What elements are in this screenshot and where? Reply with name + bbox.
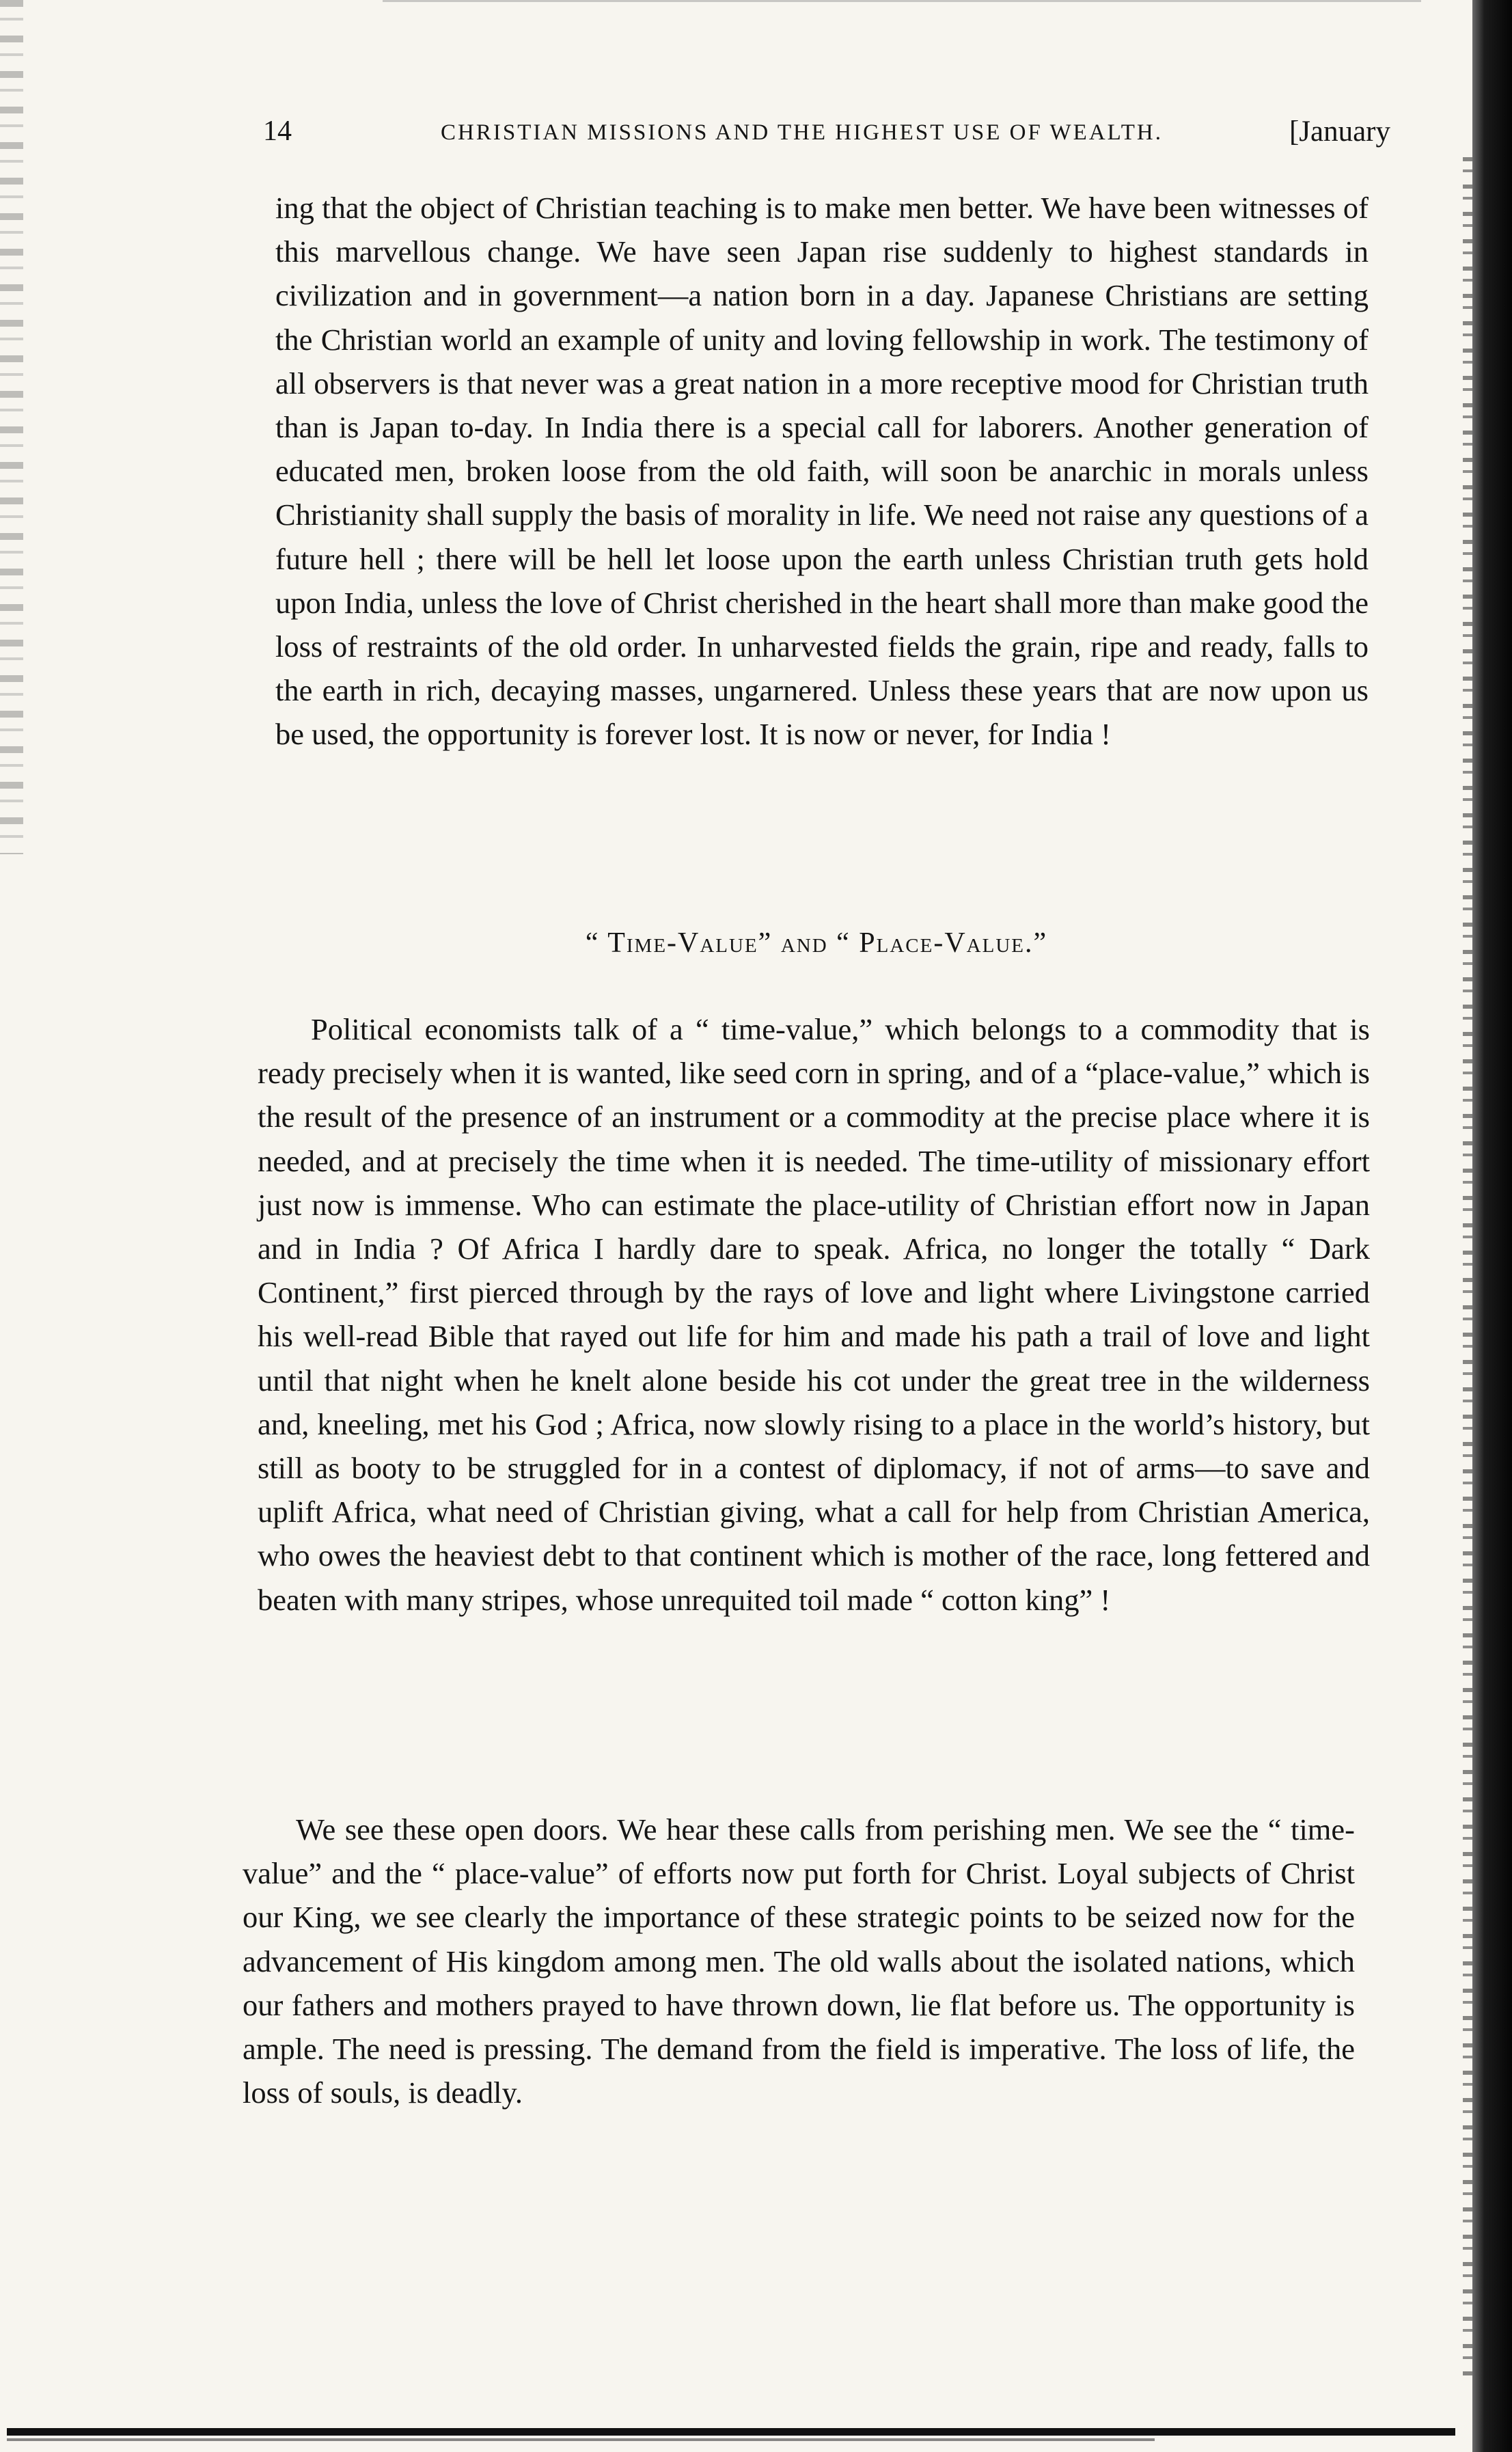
book-page	[243, 115, 1390, 2110]
paragraph-continuation: ing that the object of Christian teaching is to make men better. We have been witnesses of this marvellous change. We have seen Japan rise suddenly to highest standards in civilization and in government—a nation born in a day. Japanese Christians are setting the Christian world an example of unity and loving fellowship in work. The testimony of all observers is that never was a great nation in a more receptive mood for Christian truth than is Japan to-day. In India there is a special call for laborers. Another generation of educated men, broken loose from the old faith, will soon be anarchic in morals unless Christianity shall supply the basis of morality in life. We need not raise any questions of a future hell ; there will be hell let loose upon the earth unless Christian truth gets hold upon India, unless the love of Christ cherished in the heart shall more than make good the loss of restraints of the old order. In unharvested fields the grain, ripe and ready, falls to the earth in rich, decaying masses, ungarnered. Unless these years that are now upon us be used, the opportunity is forever lost. It is now or never, for India !	[275, 191, 1369, 752]
section-heading: “ Time-Value” and “ Place-Value.”	[585, 927, 1048, 959]
paragraph-time-value: Political economists talk of a “ time-value,” which belongs to a commodity that is ready precisely when it is wanted, like seed corn in spring, and of a “place-value,” which is the result of the presence of an instrument or a commodity at the precise place where it is needed, and at precisely the time when it is needed. The time-utility of missionary effort just now is immense. Who can estimate the place-utility of Christian effort now in Japan and in India ? Of Africa I hardly dare to speak. Africa, no longer the totally “ Dark Continent,” first pierced through by the rays of love and light where Livingstone carried his well-read Bible that rayed out life for him and made his path a trail of love and light until that night when he knelt alone beside his cot under the great tree in the wilderness and, kneeling, met his God ; Africa, now slowly rising to a place in the world’s history, but still as booty to be struggled for in a contest of diplomacy, if not of arms—to save and uplift Africa, what need of Christian giving, what a call for help from Christian America, who owes the heaviest debt to that continent which is mother of the race, long fettered and beaten with many stripes, whose unrequited toil made “ cotton king” !	[258, 1012, 1370, 1617]
scan-bottom-bar	[7, 2428, 1455, 2436]
scan-margin-marks	[0, 0, 23, 854]
paragraph-open-doors: We see these open doors. We hear these calls from perishing men. We see the “ time-value” and the “ place-value” of efforts now put forth for Christ. Loyal subjects of Christ our King, we see clearly the importance of these strategic points to be seized now for the advancement of His kingdom among men. The old walls about the isolated nations, which our fathers and mothers prayed to have thrown down, lie flat before us. The opportunity is ample. The need is pressing. The demand from the field is imperative. The loss of life, the loss of souls, is deadly.	[243, 1812, 1355, 2110]
running-title: CHRISTIAN MISSIONS AND THE HIGHEST USE OF WEALTH.	[441, 120, 1164, 145]
page-number: 14	[263, 115, 292, 147]
page-header	[243, 115, 1390, 163]
scan-bottom-line	[7, 2438, 1155, 2441]
binding-edge-fringe	[1463, 157, 1472, 2378]
binding-edge	[1472, 0, 1512, 2452]
scan-top-line	[383, 0, 1421, 2]
running-date: [January	[1289, 115, 1390, 148]
